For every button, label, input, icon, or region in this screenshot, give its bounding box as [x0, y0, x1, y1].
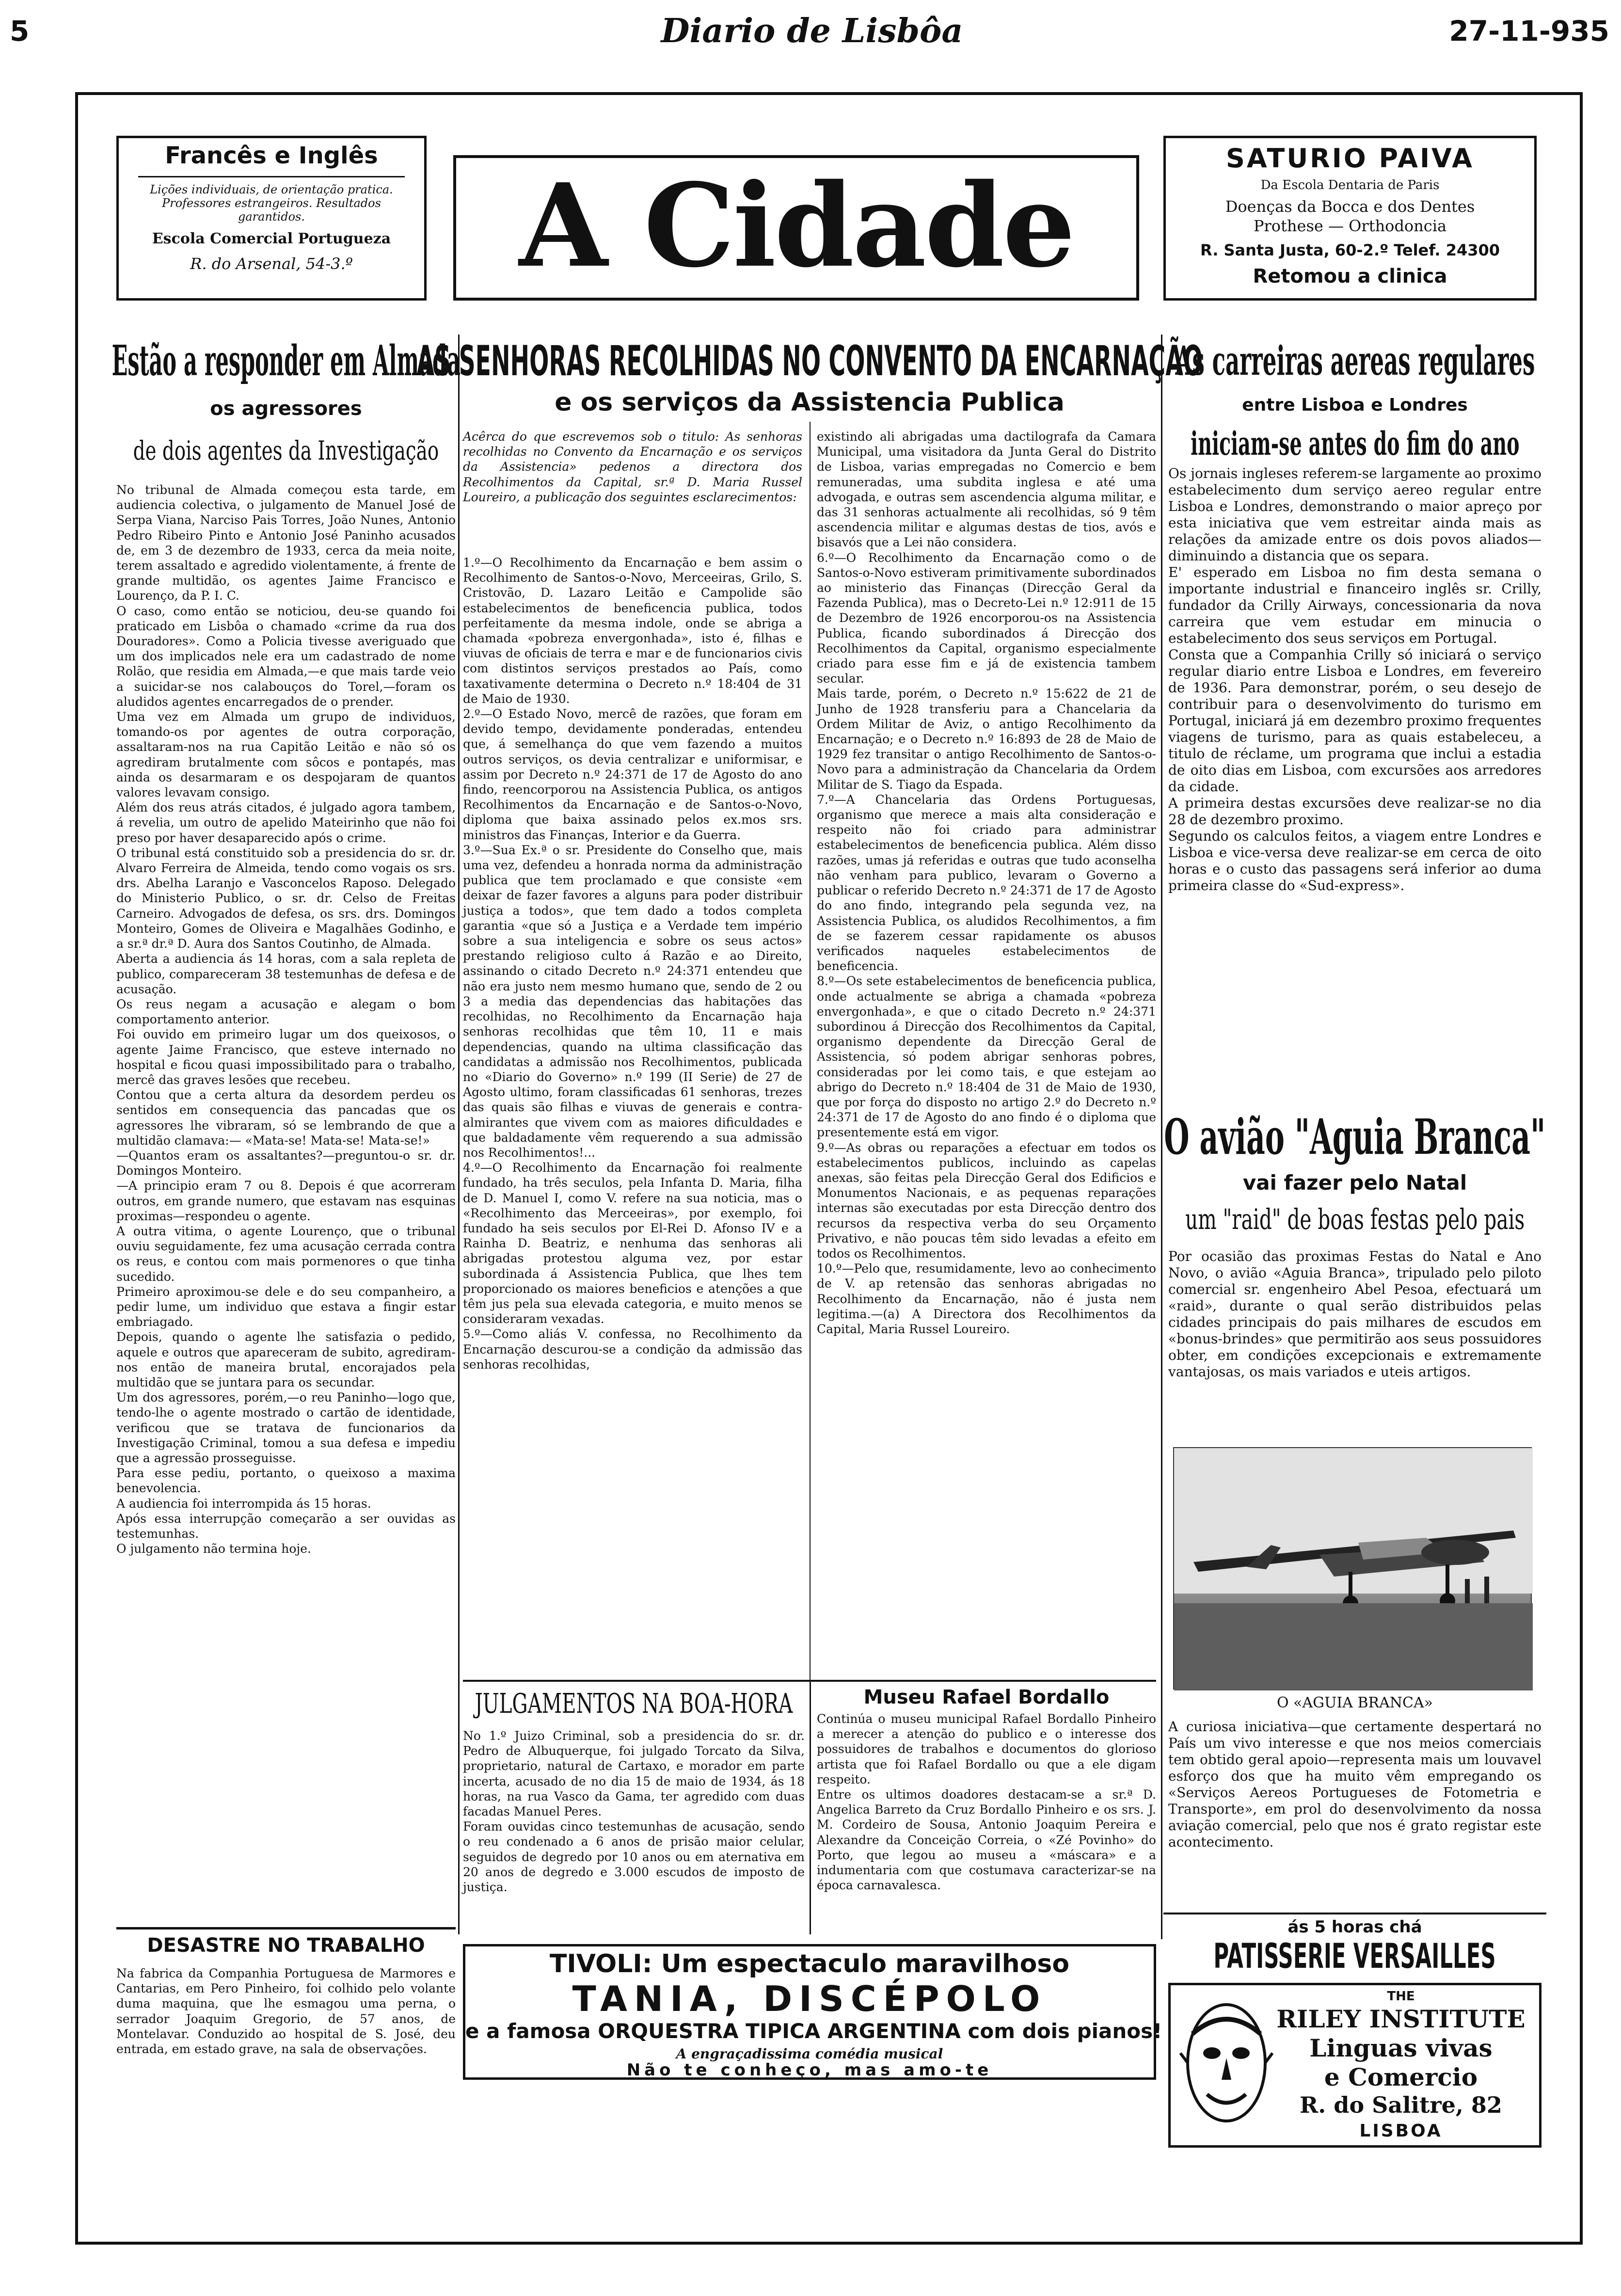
ad-frances-ingles — [116, 136, 427, 301]
ad-riley-institute — [1168, 1983, 1542, 2148]
ad-riley-line4: R. do Salitre, 82 — [1300, 2092, 1502, 2118]
ad-riley-line2: Linguas vivas — [1309, 2034, 1493, 2062]
ad-patisserie-line2: PATISSERIE VERSAILLES — [1213, 1936, 1496, 1976]
ad-riley-the: THE — [1387, 1989, 1415, 2004]
julg-body: No 1.º Juizo Criminal, sob a presidencia do sr. dr. Pedro de Albuquerque, foi julgado Torcato da Silva, proprietario, natural de Cartaxo, e morador em parte incerta, acusado de no dia 15 de maio de 1934, ás 18 horas, na rua Vasco da Gama, ter agredido com duas facadas Manuel Peres. Foram ouvidas cinco testemunhas de acusação, sendo o reu condenado a 6 anos de prisão maior celular, seguidos de degredo por 10 anos ou em aternativa em 20 anos de degredo e 3.000 escudos de imposto de justiça. — [463, 1729, 805, 1895]
ad-saturio-paiva — [1163, 136, 1537, 301]
museu-body: Continúa o museu municipal Rafael Bordallo Pinheiro a merecer a atenção do publico e o interesse dos possuidores de trabalhos e documentos do glorioso artista que foi Rafael Bordallo ou que a ele digam respeito. Entre os ultimos doadores destacam-se a sr.ª D. Angelica Barreto da Cruz Bordallo Pinheiro e os srs. J. M. Cordeiro de Sousa, Antonio Joaquim Pereira e Alexandre da Conceição Correia, o «Zé Povinho» do Porto, que legou ao museu a «máscara» e a indumentaria com que costumava caracterizar-se na época carnavalesca. — [817, 1712, 1156, 1893]
ad-saturio-name: SATURIO PAIVA — [1226, 143, 1474, 174]
ad-frances-title: Francês e Inglês — [165, 142, 378, 169]
col1-headline-text: Estão a responder em Almada — [111, 336, 461, 385]
center-body-a: 1.º—O Recolhimento da Encarnação e bem assim o Recolhimento de Santos-o-Novo, Merceeiras, Grilo, S. Cristovão, D. Lazaro Leitão e Campolide são estabelecimentos de beneficencia publica, todos perfeitamente da mesma indole, onde se abriga a chamada «pobreza envergonhada», isto é, filhas e viuvas de oficiais de terra e mar e de funcionarios civis com distintos serviços prestados ao País, como taxativamente determina o Decreto n.º 18:404 de 31 de Maio de 1930. 2.º—O Estado Novo, mercê de razões, que foram em devido tempo, devidamente ponderadas, entendeu que, á semelhança do que vem fazendo a muitos outros serviços, os devia centralizar e uniformisar, e assim por Decreto n.º 24:371 de 17 de Agosto do ano findo, reencorporou na Assistencia Publica, os antigos Recolhimentos da Encarnação e de Santos-o-Novo, diploma que baixa assinado pelos ex.mos srs. ministros das Finanças, Interior e da Guerra. 3.º—Sua Ex.ª o sr. Presidente do Conselho que, mais uma vez, defendeu a honrada norma da administração publica que tem proclamado e que consiste «em deixar de fazer favores a alguns para poder distribuir justiça a todos», que tem dado a todos completa garantia «que só a Justiça e a Verdade tem império sobre a sua inteligencia e sobre os seus actos» prestando religioso culto á Razão e ao Direito, assinando o citado Decreto n.º 24:371 entendeu que não era justo nem mesmo humano que, sendo de 2 ou 3 a media das dependencias das habitações das recolhidas, no Recolhimento da Encarnação haja senhoras recolhidas que têm 10, 11 e mais dependencias, quando na ultima classificação das candidatas a admissão nos Recolhimentos, publicada no «Diario do Governo» n.º 199 (II Serie) de 27 de Agosto ultimo, foram classificadas 61 senhoras, trezes das quais são filhas e viuvas de generais e contra-almirantes que vivem com as maiores dificuldades e que baldadamente vêm requerendo a sua admissão nos Recolhimentos!... 4.º—O Recolhimento da Encarnação foi realmente fundado, ha três seculos, pela Infanta D. Maria, filha de D. Manuel I, como V. refere na sua noticia, mas o «Recolhimento das Merceeiras», por exemplo, foi fundado ha seis seculos por El-Rei D. Afonso IV e a Rainha D. Beatriz, e nenhuma das senhoras ali abrigadas protestou alguma vez, por estar subordinada á Assistencia Publica, que lhes tem proporcionado os maiores beneficios e atenções a que têm jus pela sua elevada categoria, e muito menos se consideraram vexadas. 5.º—Como aliás V. confessa, no Recolhimento da Encarnação descurou-se a condição da admissão das senhoras recolhidas, — [463, 556, 802, 1371]
ad-riley-line3: e Comercio — [1324, 2063, 1478, 2091]
divider — [1163, 1913, 1546, 1914]
julg-title — [463, 1687, 805, 1721]
col1-sub2 — [116, 431, 456, 470]
column-rule — [458, 335, 460, 1934]
col3-headline — [1163, 335, 1546, 388]
ad-saturio-line1: Doenças da Bocca e dos Dentes — [1225, 197, 1475, 216]
aviao-headline — [1163, 1108, 1546, 1166]
ad-tivoli-line2: TANIA, DISCÉPOLO — [572, 1978, 1047, 2019]
col1-sub1: os agressores — [210, 398, 362, 420]
center-headline-text: AS SENHORAS RECOLHIDAS NO CONVENTO DA ENCARNAÇÃO — [416, 337, 1203, 385]
ad-tivoli-line1: TIVOLI: Um espectaculo maravilhoso — [549, 1949, 1070, 1978]
center-intro: Acêrca do que escrevemos sob o titulo: As senhoras recolhidas no Convento da Encarnação e os serviços da Assistencia» pedenos a directora dos Recolhimentos da Capital, sr.ª D. Maria Russel Loureiro, a publicação dos seguintes esclarecimentos: — [463, 430, 802, 504]
airplane-photo — [1173, 1447, 1532, 1690]
ad-saturio-note: Retomou a clinica — [1253, 265, 1447, 287]
col1-sub2-text: de dois agentes da Investigação — [133, 435, 439, 466]
col1-headline — [111, 335, 461, 388]
section-title: A Cidade — [519, 158, 1074, 293]
airplane-icon — [1174, 1448, 1533, 1690]
col1-desastre-title: DESASTRE NO TRABALHO — [147, 1934, 425, 1957]
center-sub: e os serviços da Assistencia Publica — [555, 388, 1065, 417]
ad-tivoli — [463, 1944, 1162, 2080]
aviao-body2: A curiosa iniciativa—que certamente despertará no País um vivo interesse e que nos meios comerciais tem obtido geral apoio—representa mais um louvavel esforço dos que ha muito vêm empregando os «Serviços Aereos Portugueses de Fotometria e Transporte», em prol do desenvolvimento da nossa aviação comercial, pelo que nos é grato registar este acontecimento. — [1168, 1719, 1542, 1850]
column-rule — [810, 1682, 811, 1934]
col3-body: Os jornais ingleses referem-se largamente ao proximo estabelecimento dum serviço aereo regular entre Lisboa e Londres, demonstrando o maior apreço por esta iniciativa que vem estreitar ainda mais as relações da amizade entre os dois povos aliados—diminuindo a distancia que os separa. E' esperado em Lisboa no fim desta semana o importante industrial e financeiro inglês sr. Crilly, fundador da Crilly Airways, concessionaria da nova carreira que vem estudar em minucia o estabelecimento dos seus serviços em Portugal. Consta que a Companhia Crilly só iniciará o serviço regular diario entre Lisboa e Londres, em fevereiro de 1936. Para demonstrar, porém, o seu desejo de contribuir para o desenvolvimento do turismo em Portugal, iniciará já em dezembro proximo frequentes viagens de turismo, para as quais estabeleceu, a titulo de réclame, um programa que inclui a estadia de oito dias em Lisboa, com excursões aos arredores da cidade. A primeira destas excursões deve realizar-se no dia 28 de dezembro proximo. Segundo os calculos feitos, a viagem entre Londres e Lisboa e vice-versa deve realizar-se em cerca de oito horas e o custo das passagens será inferior ao duma primeira classe do «Sud-express». — [1168, 465, 1542, 893]
col3-sub2-text: iniciam-se antes do fim do ano — [1190, 425, 1520, 462]
ad-riley-line5: LISBOA — [1359, 2121, 1443, 2141]
divider — [463, 1680, 1156, 1682]
section-title-box — [453, 155, 1139, 301]
ad-patisserie-line2-wrap — [1163, 1937, 1546, 1976]
ad-saturio-line2: Prothese — Orthodoncia — [1253, 217, 1447, 235]
ad-riley-line1: RILEY INSTITUTE — [1276, 2005, 1526, 2033]
divider — [138, 176, 405, 177]
center-body-b: existindo ali abrigadas uma dactilografa da Camara Municipal, uma visitadora da Junta Geral do Distrito de Lisboa, varias empregadas no Comercio e bem remuneradas, uma subdita inglesa e até uma advogada, e outras sem ascendencia alguma militar, e das 31 senhoras actualmente ali recolhidas, só 9 têm ascendencia militar e algumas destas de tios, avós e bisavós que a Lei não considera. 6.º—O Recolhimento da Encarnação como o de Santos-o-Novo estiveram primitivamente subordinados ao ministerio das Finanças (Direcção Geral da Fazenda Publica), mas o Decreto-Lei n.º 12:911 de 15 de Dezembro de 1926 encorporou-os na Assistencia Publica, ficando subordinados á Direcção dos Recolhimentos da Capital, organismo especialmente criado para esse fim e já de existencia tambem secular. Mais tarde, porém, o Decreto n.º 15:622 de 21 de Junho de 1928 transferiu para a Chancelaria da Ordem Militar de Aviz, o antigo Recolhimento da Encarnação; e o Decreto n.º 16:893 de 28 de Maio de 1929 fez transitar o antigo Recolhimento de Santos-o-Novo para a administração da Chancelaria da Ordem Militar de S. Tiago da Espada. 7.º—A Chancelaria das Ordens Portuguesas, organismo que merece a mais alta consideração e respeito não foi criado para administrar estabelecimentos de beneficencia publica. Além disso razões, umas já referidas e outras que tudo aconselha não venham para publico, levaram o Governo a publicar o referido Decreto n.º 24:371 de 17 de Agosto do ano findo, integrando pela segunda vez, na Assistencia Publica, os aludidos Recolhimentos, a fim de se fazerem cessar rapidamente os abusos verificados naqueles estabelecimentos de beneficencia. 8.º—Os sete estabelecimentos de beneficencia publica, onde actualmente se abriga a chamada «pobreza envergonhada», e que o citado Decreto n.º 24:371 subordinou á Direcção dos Recolhimentos da Capital, organismo dependente da Direcção Geral de Assistencia, só podem abrigar senhoras pobres, consideradas por lei como tais, e que estejam ao abrigo do Decreto n.º 18:404 de 31 de Maio de 1930, que por força do disposto no artigo 2.º do Decreto n.º 24:371 de 17 de Agosto do ano findo é o diploma que presentemente está em vigor. 9.º—As obras ou reparações a efectuar em todos os estabelecimentos publicos, incluindo as capelas anexas, são feitas pela Direcção Geral dos Edificios e Monumentos Nacionais, e as pequenas reparações internas são executadas por esta Direcção dentro dos recursos da respectiva verba do seu Orçamento Privativo, e não poucas têm sido levadas a efeito em todos os Recolhimentos. 10.º—Pelo que, resumidamente, levo ao conhecimento de V. ap retensão das senhoras abrigadas no Recolhimento da Encarnação, não é justa nem legitima.—(a) A Directora dos Recolhimentos da Capital, Maria Russel Loureiro. — [817, 430, 1156, 1336]
ad-tivoli-line3: e a famosa ORQUESTRA TIPICA ARGENTINA com dois pianos! — [465, 2019, 1162, 2043]
col3-sub2 — [1163, 422, 1546, 465]
julg-title-text: JULGAMENTOS NA BOA-HORA — [475, 1688, 793, 1720]
ad-frances-body: Lições individuais, de orientação pratica. Professores estrangeiros. Resultados garantidos. — [150, 183, 393, 223]
aviao-headline-text: O avião "Aguia Branca" — [1164, 1108, 1546, 1165]
ad-saturio-school: Da Escola Dentaria de Paris — [1260, 178, 1440, 192]
ad-frances-school: Escola Comercial Portugueza — [152, 230, 391, 247]
aviao-sub2-text: um "raid" de boas festas pelo pais — [1185, 1203, 1525, 1236]
page-number: 5 — [10, 15, 30, 48]
col1-article-body: No tribunal de Almada começou esta tarde, em audiencia colectiva, o julgamento de Manuel José de Serpa Viana, Narciso Pais Torres, João Nunes, Antonio Pedro Ribeiro Pinto e Antonio José Paninho acusados de, em 3 de dezembro de 1933, cerca da meia noite, terem assaltado e agredido violentamente, á frente de grande multidão, os agentes Jaime Francisco e Lourenço, da P. I. C. O caso, como então se noticiou, deu-se quando foi praticado em Lisbôa o chamado «crime da rua dos Douradores». Como a Policia tivesse averiguado que um dos implicados nele era um cadastrado de nome Rolão, que residia em Almada,—e que mais tarde veio a suicidar-se nos calabouços do Torel,—foram os aludidos agentes encarregados de o prender. Uma vez em Almada um grupo de individuos, tomando-os por agentes de outra corporação, assaltaram-nos na rua Capitão Leitão e não só os agrediram brutalmente com sôcos e pontapés, mas ainda os desarmaram e os despojaram de quantos valores levavam consigo. Além dos reus atrás citados, é julgado agora tambem, á revelia, um outro de apelido Mateirinho que não foi preso por haver desaparecido após o crime. O tribunal está constituido sob a presidencia do sr. dr. Alvaro Ferreira de Almeida, tendo como vogais os srs. drs. Abelha Laranjo e Vasconcelos Raposo. Delegado do Ministerio Publico, o sr. dr. Celso de Freitas Carneiro. Advogados de defesa, os srs. drs. Domingos Monteiro, Gomes de Oliveira e Magalhães Godinho, e a sr.ª dr.ª D. Aura dos Santos Coutinho, de Almada. Aberta a audiencia ás 14 horas, com a sala repleta de publico, compareceram 38 testemunhas de defesa e de acusação. Os reus negam a acusação e alegam o bom comportamento anterior. Foi ouvido em primeiro lugar um dos queixosos, o agente Jaime Francisco, que esteve internado no hospital e ficou quasi impossibilitado para o trabalho, mercê das graves lesões que recebeu. Contou que a certa altura da desordem perdeu os sentidos em consequencia das pancadas que os agressores lhe vibraram, só se lembrando de que a multidão clamava:— «Mata-se! Mata-se! Mata-se!» —Quantos eram os assaltantes?—preguntou-o sr. dr. Domingos Monteiro. —A principio eram 7 ou 8. Depois é que acorreram outros, em grande numero, que estavam nas esquinas proximas—respondeu o agente. A outra vitima, o agente Lourenço, que o tribunal ouviu seguidamente, fez uma acusação cerrada contra os reus, e contou com mais pormenores o que tinha sucedido. Primeiro aproximou-se dele e do seu companheiro, a pedir lume, um individuo que estava a fingir estar embriagado. Depois, quando o agente lhe satisfazia o pedido, aquele e outros que apareceram de subito, agrediram-nos então de maneira brutal, encorajados pela multidão que se juntara para os secundar. Um dos agressores, porém,—o reu Paninho—logo que, tendo-lhe o agente mostrado o cartão de identidade, verificou que se tratava de funcionarios da Investigação Criminal, tomou a sua defesa e impediu que a agressão prosseguisse. Para esse pediu, portanto, o queixoso a maxima benevolencia. A audiencia foi interrompida ás 15 horas. Após essa interrupção começarão a ser ouvidas as testemunhas. O julgamento não termina hoje. — [116, 483, 456, 1556]
aviao-sub1: vai fazer pelo Natal — [1242, 1171, 1467, 1195]
mask-illustration-icon — [1180, 1995, 1272, 2136]
ad-tivoli-line5: Não te conheço, mas amo-te — [626, 2060, 993, 2080]
divider — [116, 1927, 456, 1929]
center-headline — [416, 335, 1203, 388]
col3-headline-text: As carreiras aereas regulares — [1175, 338, 1535, 384]
aviao-sub2 — [1163, 1200, 1546, 1239]
issue-date: 27-11-935 — [1449, 15, 1609, 48]
photo-caption: O «AGUIA BRANCA» — [1277, 1694, 1433, 1711]
ad-saturio-address: R. Santa Justa, 60-2.º Telef. 24300 — [1200, 241, 1500, 259]
col1-desastre-body: Na fabrica da Companhia Portuguesa de Marmores e Cantarias, em Pero Pinheiro, foi colhido pelo volante duma maquina, que lhe esmagou uma perna, o serrador Joaquim Gregorio, de 57 anos, de Montelavar. Conduzido ao hospital de S. José, deu entrada, em estado grave, na sala de observações. — [116, 1966, 456, 2057]
col3-sub1: entre Lisboa e Londres — [1242, 395, 1468, 415]
ad-patisserie-line1: ás 5 horas chá — [1287, 1917, 1422, 1937]
ad-frances-address: R. do Arsenal, 54-3.º — [190, 255, 353, 273]
newspaper-name: Diario de Lisbôa — [661, 12, 963, 50]
aviao-body: Por ocasião das proximas Festas do Natal e Ano Novo, o avião «Aguia Branca», tripulado pelo piloto comercial sr. engenheiro Abel Pesoa, efectuará um «raid», durante o qual serão distribuidos pelas cidades principais do pais milhares de escudos em «bonus-brindes» que permitirão aos seus possuidores obter, em condições excepcionais e extremamente vantajosas, os mais variados e uteis artigos. — [1168, 1248, 1542, 1380]
ad-tivoli-line4: A engraçadissima comédia musical — [676, 2046, 943, 2062]
museu-title: Museu Rafael Bordallo — [863, 1686, 1110, 1708]
column-rule — [1161, 335, 1162, 1939]
